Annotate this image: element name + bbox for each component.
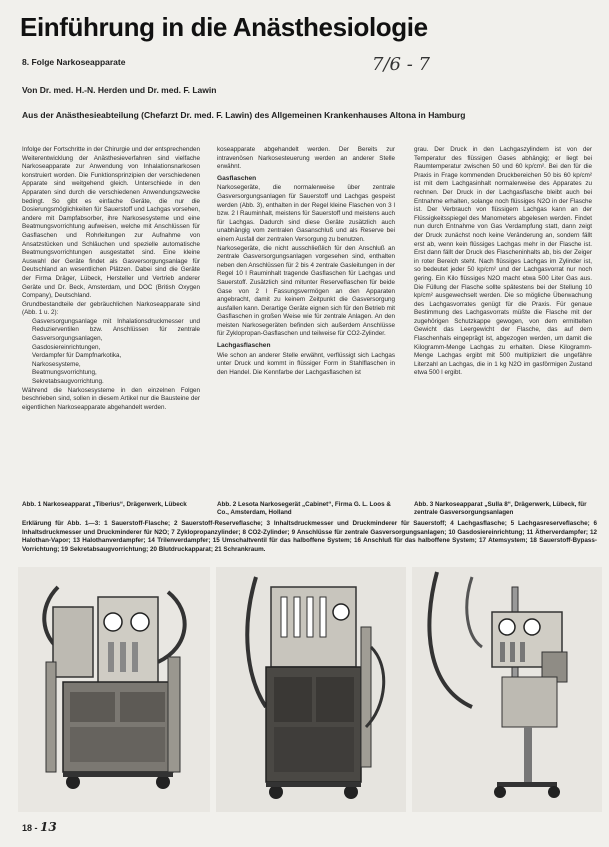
- paragraph: Infolge der Fortschritte in der Chirurgie und der entsprechenden Weiterentwicklung der Anästhesieverfahren sind vielfache Narkoseapparate zur Anwendung von Inhalationsnarkosen konstruiert worden. Die Funktionsprinzipien der verschiedenen Apparate sind weitgehend gleich. Unterschiede in den Apparaten sind durch die verschiedenen Anwendungszwecke bedingt. So gibt es einfache Geräte, die nur die Dosierungsmöglichkeiten für Sauerstoff und Lachgas vorsehen, andere mit Dampfabsorber, ihre Narkosesysteme und eine Beatmungsvorrichtung aufweisen, welche mit Anschlüssen für Gasflaschen und Rohrleitungen zur Aufnahme von Ansatzstücken und Schläuchen und spezielle automatische Beatmungsvorrichtungen ausgestattet sind. Eine kleine Auswahl der Geräte findet als Gasversorgungsanlage für Deutschland an wesentlichen Plätzen. Dabei sind die Geräte der Firma Dräger, Lübeck, Hersteller und Vertrieb anderer Geräte und Dr. Beck, Amsterdam, und DOC (British Oxygen Company), Deutschland.: [22, 146, 200, 300]
- list-item: Sekretabsaugvorrichtung.: [32, 378, 104, 386]
- text-column-1: [22, 146, 200, 491]
- list-item: Gasdosiereinrichtungen,: [32, 343, 101, 351]
- paragraph: grau. Der Druck in den Lachgaszylindern ist von der Temperatur des flüssigen Gases abhängig; er liegt bei Raumtemperatur zwischen 50 und 60 kp/cm². Bei den für die Praxis in Frage kommenden Druckbereichen 50 bis 60 kp/cm² ist mit dem Lachgasinhalt normalerweise des Apparates zu rechnen. Der Druck in der Lachgasflasche bleibt auch bei Entnahme erhalten, solange noch flüssiges N2O in der Flasche ist. Der Verbrauch von flüssigem Lachgas kann an der Flüssigkeitsspiegel des Manometers abgelesen werden. Findet nun durch Entnahme von Gas Verdampfung statt, dann zeigt der Druck zunächst noch keine Veränderung an, sondern fällt erst ab, wenn kein flüssiges Lachgas mehr in der Flasche ist. Erst dann fällt der Druck des Flascheninhalts ab, bis der Zeiger in roter Bereich steht. Nach flüssiges Lachgas im Zylinder ist, so bedeutet jeder 50 kp/cm² und der Lachgasvorrat nur noch gering. Ein Kilo flüssiges N2O macht etwa 500 Liter Gas aus. Die Füllung der Flasche sollte spätestens bei der Stellung 10 kp/cm² ausgewechselt werden. Die so mögliche Überwachung des Lachgasvorrates genügt für die Praxis. Für genaue Bestimmung des Lachgasvorrats müßte die Flasche mit der zugehörigen Schutzkappe gewogen, von dem ermittelten Gewicht das Leergewicht der Flasche, das auf dem Flaschenhals eingeprägt ist, abgezogen werden, um damit die Kilogramm-Menge Lachgas zu erhalten. Diese Kilogramm-Menge Lachgas ergibt mit 500 multipliziert die ungefähre Literzahl an Lachgas, die in 1 kg N2O im gasförmigen Zustand etwa 500 l ergibt.: [414, 146, 592, 377]
- photo-anesthesia-machine-1: [18, 567, 210, 812]
- page-number-printed: 18 -: [22, 823, 38, 833]
- authors-line: Von Dr. med. H.-N. Herden und Dr. med. F. Lawin: [22, 85, 217, 95]
- affiliation-line: Aus der Anästhesieabteilung (Chefarzt Dr. med. F. Lawin) des Allgemeinen Krankenhauses Altona in Hamburg: [22, 110, 466, 120]
- figure-legend: Erklärung für Abb. 1—3: 1 Sauerstoff-Flasche; 2 Sauerstoff-Reserveflasche; 3 Inhaltsdruckmesser und Druckminderer für Sauerstoff; 4 Lachgasflasche; 5 Lachgasreserveflasche; 6 Inhaltsdruckmesser und Druckminderer für N2O; 7 Zyklopropanzylinder; 8 CO2-Zylinder; 9 Anschlüsse für zentrale Gasversorgungsanlagen; 10 Gasdosiereinrichtung; 11 Ätherverdampfer; 12 Halothan-Vapor; 13 Halothanverdampfer; 14 Trilenverdampfer; 15 Umschaltventil für das halboffene System; 16 Anschluß für das halboffene System; 17 Atemsystem; 18 Sauerstoff-Bypass-Vorrichtung; 19 Sekretabsaugvorrichtung; 20 Blutdruckapparat; 21 Schrankraum.: [22, 520, 597, 553]
- list-item: Beatmungsvorrichtung,: [32, 369, 97, 377]
- article-title: Einführung in die Anästhesiologie: [20, 12, 428, 42]
- page-number: [22, 820, 57, 834]
- paragraph: Während die Narkosesysteme in den einzelnen Folgen beschrieben sind, sollen in diesem Artikel nur die Bausteine der eigentlichen Narkoseapparate abgehandelt werden.: [22, 386, 200, 411]
- list-item: Gasversorgungsanlage mit Inhalationsdruckmesser und Reduzierventilen bzw. Anschlüssen für zentrale Gasversorgungsanlagen,: [32, 317, 200, 343]
- section-heading: Lachgasflaschen: [217, 342, 271, 350]
- text-column-3: [414, 146, 592, 486]
- text-column-2: [217, 146, 395, 491]
- figure-caption-2: Abb. 2 Lesota Narkosegerät „Cabinet“, Firma G. L. Loos & Co., Amsterdam, Holland: [217, 501, 391, 517]
- list-item: Verdampfer für Dampfnarkotika,: [32, 352, 122, 360]
- figure-caption-1: Abb. 1 Narkoseapparat „Tiberius“, Drägerwerk, Lübeck: [22, 501, 187, 508]
- list-item: Narkosesysteme,: [32, 360, 81, 368]
- photo-anesthesia-machine-2: [216, 567, 406, 812]
- paragraph: Grundbestandteile der gebräuchlichen Narkoseapparate sind (Abb. 1 u. 2):: [22, 300, 200, 317]
- paragraph: Narkosegeräte, die normalerweise über zentrale Gasversorgungsanlagen für Sauerstoff und Lachgas gespeist werden (Abb. 3), enthalten in der Regel kleine Flaschen von 3 l bzw. 2 l Rauminhalt, meistens für Sauerstoff und meistens auch für Lachgas. Dadurch sind diese Geräte zusätzlich auch unabhängig vom zentralen Gasanschluß und als Reserve bei einem Ausfall der zentralen Versorgung zu benutzen.: [217, 184, 395, 243]
- paragraph: Wie schon an anderer Stelle erwähnt, verflüssigt sich Lachgas unter Druck und kommt in flüssiger Form in Stahlflaschen in den Handel. Die Kennfarbe der Lachgasflaschen ist: [217, 351, 395, 376]
- section-heading: Gasflaschen: [217, 174, 257, 182]
- handwritten-note: 7/6 - 7: [372, 54, 430, 75]
- figure-caption-3: Abb. 3 Narkoseapparat „Sulla 8“, Drägerwerk, Lübeck, für zentrale Gasversorgungsanlagen: [414, 501, 587, 517]
- paragraph: koseapparate abgehandelt werden. Der Bereits zur intravenösen Narkosesteuerung werden an anderer Stelle erwähnt.: [217, 146, 395, 171]
- series-label: 8. Folge Narkoseapparate: [22, 57, 126, 67]
- component-list: [22, 318, 200, 387]
- paragraph: Narkosegeräte, die nicht ausschließlich für den Anschluß an zentrale Gasversorgungsanlagen vorgesehen sind, enthalten neben den Anschlüssen für 2 bis 4 zentrale Gasleitungen in der Regel 10 l Rauminhalt tragende Gasflaschen für Lachgas und Sauerstoff. Zusätzlich sind mitunter Reserveflaschen für beide Gase von 2 l Fassungsvermögen an den Apparaten angebracht, damit zu keinem Zeitpunkt die Gasversorgung ausfallen kann. Derartige Geräte eignen sich für den Betrieb mit Gasflaschen in großen Weise wie für zentrale Anlagen. An den meisten Narkosegeräten befinden sich außerdem Anschlüsse für Zyklopropan-Gasflaschen und teilweise für CO2-Zylinder.: [217, 244, 395, 338]
- page-number-handwritten: 13: [40, 820, 57, 834]
- photo-anesthesia-machine-3: [412, 567, 602, 812]
